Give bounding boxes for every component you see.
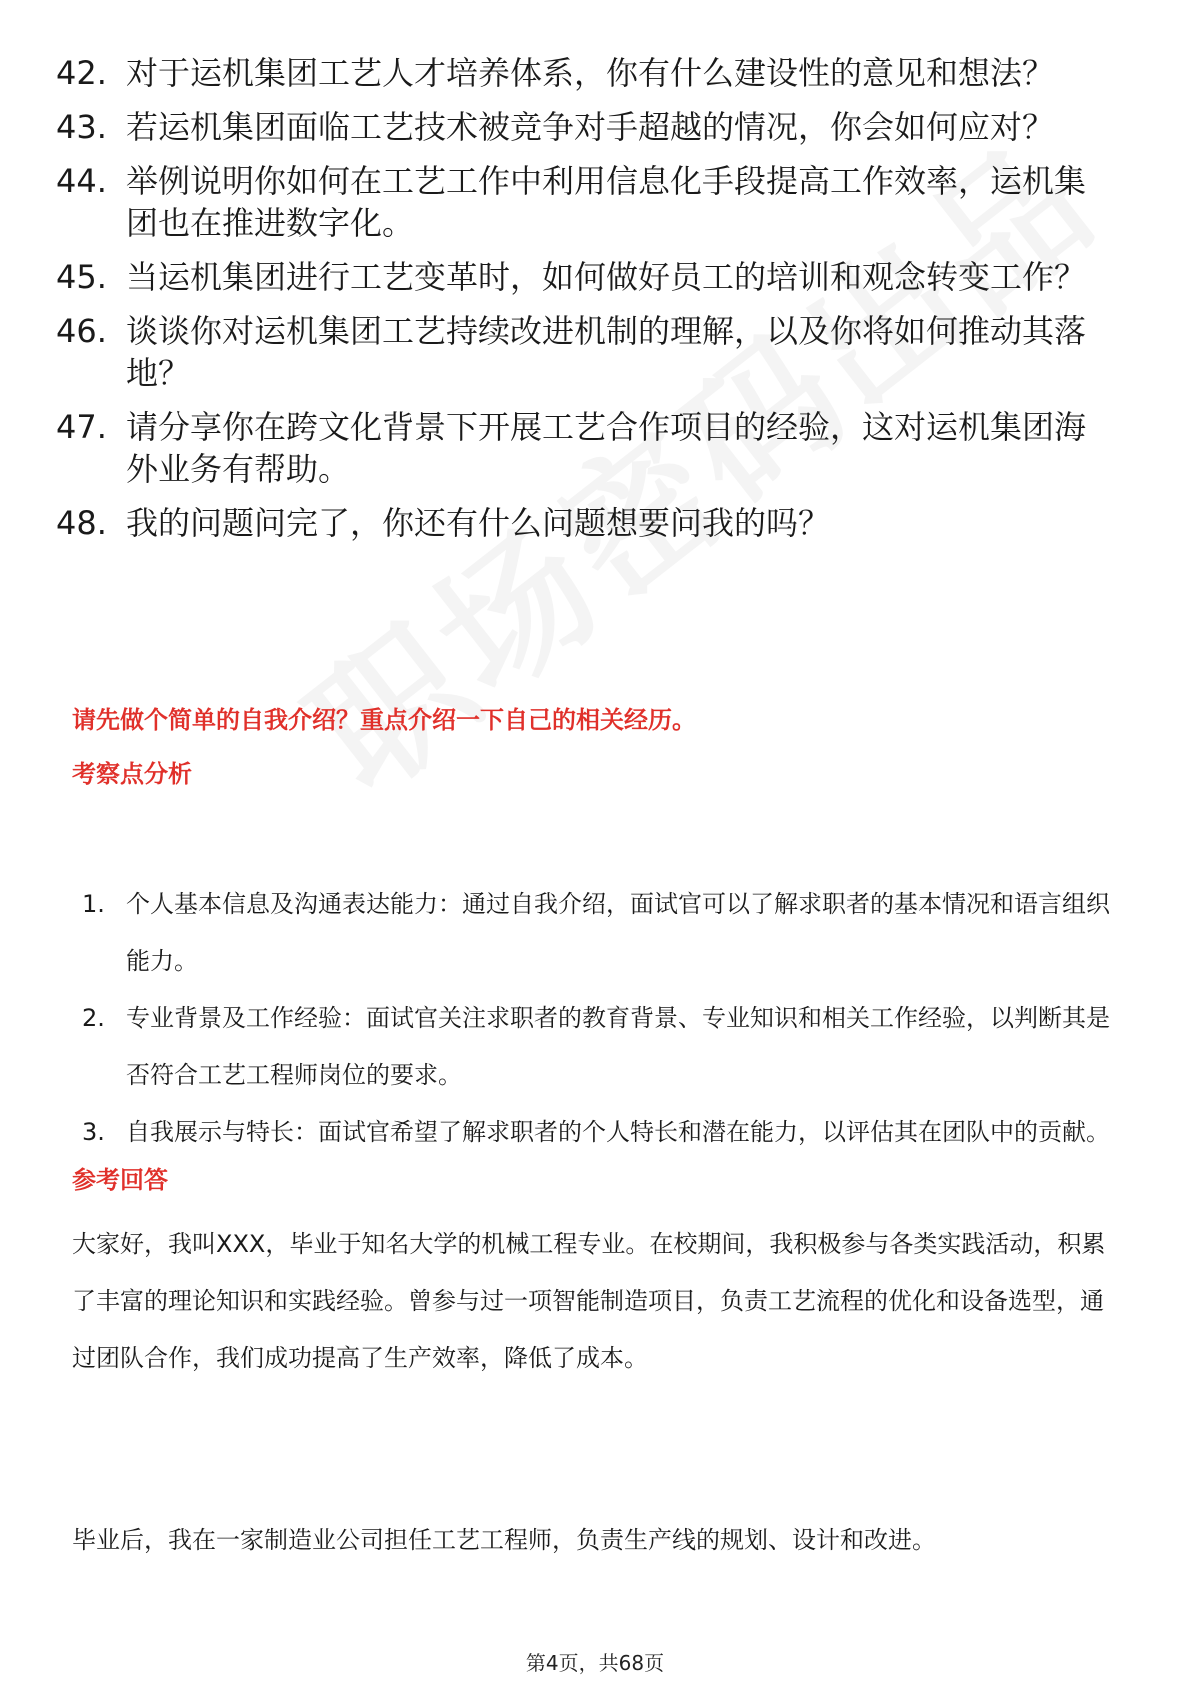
question-list — [56, 52, 1116, 556]
analysis-number: 1. — [82, 890, 105, 918]
question-text: 谈谈你对运机集团工艺持续改进机制的理解，以及你将如何推动其落地？ — [126, 312, 1087, 392]
analysis-text: 专业背景及工作经验：面试官关注求职者的教育背景、专业知识和相关工作经验，以判断其是否符合工艺工程师岗位的要求。 — [126, 1004, 1110, 1089]
question-item-46 — [56, 310, 1116, 394]
analysis-heading: 考察点分析 — [72, 760, 192, 788]
question-item-47 — [56, 406, 1116, 490]
question-item-45 — [56, 256, 1116, 298]
interview-question-heading: 请先做个简单的自我介绍？重点介绍一下自己的相关经历。 — [72, 706, 696, 734]
question-text: 对于运机集团工艺人才培养体系，你有什么建设性的意见和想法？ — [126, 54, 1055, 92]
question-text: 请分享你在跨文化背景下开展工艺合作项目的经验，这对运机集团海外业务有帮助。 — [126, 408, 1087, 488]
reference-answer-heading: 参考回答 — [72, 1166, 168, 1194]
question-item-44 — [56, 160, 1116, 244]
analysis-list — [82, 876, 1122, 1161]
answer-paragraph: 大家好，我叫XXX，毕业于知名大学的机械工程专业。在校期间，我积极参与各类实践活动，积累了丰富的理论知识和实践经验。曾参与过一项智能制造项目，负责工艺流程的优化和设备选型，通过团队合作，我们成功提高了生产效率，降低了成本。 — [72, 1230, 1106, 1372]
question-number: 43. — [56, 108, 107, 146]
question-number: 45. — [56, 258, 107, 296]
question-number: 42. — [56, 54, 107, 92]
analysis-number: 3. — [82, 1118, 105, 1146]
analysis-item — [82, 876, 1122, 990]
question-text: 若运机集团面临工艺技术被竞争对手超越的情况，你会如何应对？ — [126, 108, 1055, 146]
question-text: 举例说明你如何在工艺工作中利用信息化手段提高工作效率，运机集团也在推进数字化。 — [126, 162, 1087, 242]
page-footer: 第4页，共68页 — [525, 1651, 665, 1675]
answer-paragraph: 毕业后，我在一家制造业公司担任工艺工程师，负责生产线的规划、设计和改进。 — [72, 1526, 936, 1554]
question-item-43 — [56, 106, 1116, 148]
question-item-48 — [56, 502, 1116, 544]
analysis-number: 2. — [82, 1004, 105, 1032]
analysis-item — [82, 990, 1122, 1104]
analysis-text: 自我展示与特长：面试官希望了解求职者的个人特长和潜在能力，以评估其在团队中的贡献。 — [126, 1118, 1110, 1146]
question-number: 44. — [56, 162, 107, 200]
question-number: 48. — [56, 504, 107, 542]
question-text: 我的问题问完了，你还有什么问题想要问我的吗？ — [126, 504, 831, 542]
question-text: 当运机集团进行工艺变革时，如何做好员工的培训和观念转变工作？ — [126, 258, 1087, 296]
question-item-42 — [56, 52, 1116, 94]
question-number: 47. — [56, 408, 107, 446]
analysis-item — [82, 1104, 1122, 1161]
analysis-text: 个人基本信息及沟通表达能力：通过自我介绍，面试官可以了解求职者的基本情况和语言组织能力。 — [126, 890, 1110, 975]
question-number: 46. — [56, 312, 107, 350]
